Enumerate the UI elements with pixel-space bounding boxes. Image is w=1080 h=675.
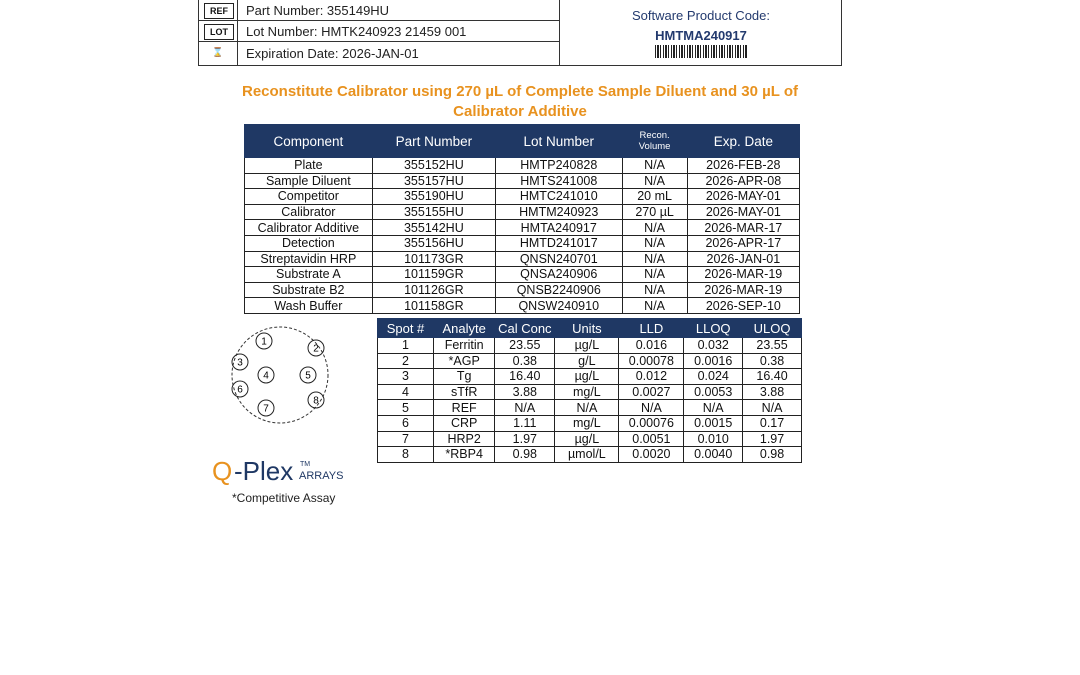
table-cell: 0.98 [743,447,802,463]
table-cell: 0.38 [743,353,802,369]
table-cell: 2026-SEP-10 [687,298,799,314]
table-cell: N/A [495,400,555,416]
table-cell: 2026-APR-17 [687,235,799,251]
table-cell: *AGP [434,353,495,369]
expiration-text: Expiration Date: 2026-JAN-01 [237,42,558,66]
col-exp-date: Exp. Date [687,125,799,158]
spot-label: 4 [263,370,269,382]
well-spot-diagram [220,325,340,425]
col-units: Units [555,319,619,338]
table-cell: 16.40 [743,369,802,385]
table-cell: µg/L [555,338,619,354]
col-lld: LLD [619,319,684,338]
table-cell: N/A [743,400,802,416]
table-cell: 2026-MAR-17 [687,220,799,236]
table-cell: N/A [622,251,687,267]
qplex-logo [212,456,372,488]
spot-row [378,369,802,385]
component-row [245,251,800,267]
table-cell: mg/L [555,415,619,431]
table-cell: REF [434,400,495,416]
component-row [245,267,800,283]
software-code-value: HMTMA240917 [655,28,747,43]
table-cell: 355157HU [372,173,495,189]
table-cell: 0.012 [619,369,684,385]
spot-label: 5 [305,370,311,382]
table-cell: 0.032 [684,338,743,354]
table-cell: 101173GR [372,251,495,267]
table-cell: 0.0027 [619,384,684,400]
col-component: Component [245,125,373,158]
table-cell: 5 [378,400,434,416]
table-cell: N/A [622,267,687,283]
table-cell: 23.55 [743,338,802,354]
lot-row [199,21,559,42]
table-cell: 1.97 [495,431,555,447]
col-spot: Spot # [378,319,434,338]
table-cell: 2026-APR-08 [687,173,799,189]
table-cell: HMTC241010 [495,189,622,205]
table-cell: 3.88 [495,384,555,400]
table-cell: Substrate A [245,267,373,283]
table-cell: 355142HU [372,220,495,236]
logo-q: Q [212,456,233,486]
reconstitution-instruction: Reconstitute Calibrator using 270 µL of Complete Sample Diluent and 30 µL of Calibrator Additive [242,83,798,120]
table-cell: Plate [245,158,373,174]
col-lot-number: Lot Number [495,125,622,158]
table-cell: HMTD241017 [495,235,622,251]
table-cell: Detection [245,235,373,251]
table-cell: 1.11 [495,415,555,431]
table-cell: Ferritin [434,338,495,354]
table-cell: 20 mL [622,189,687,205]
table-cell: N/A [622,173,687,189]
table-cell: N/A [619,400,684,416]
table-cell: 101159GR [372,267,495,283]
table-cell: 101126GR [372,282,495,298]
table-cell: *RBP4 [434,447,495,463]
component-row [245,220,800,236]
table-cell: 16.40 [495,369,555,385]
competitive-assay-footnote: *Competitive Assay [232,491,336,505]
table-cell: 2026-MAY-01 [687,204,799,220]
table-cell: 0.00076 [619,415,684,431]
table-cell: µg/L [555,369,619,385]
table-cell: 23.55 [495,338,555,354]
table-cell: QNSB2240906 [495,282,622,298]
table-cell: 0.024 [684,369,743,385]
hourglass-icon: ⌛ [212,47,224,57]
spot-label: 1 [261,336,267,348]
table-cell: 3 [378,369,434,385]
spot-label: 8 [313,395,319,407]
table-cell: 2026-JAN-01 [687,251,799,267]
table-cell: 0.0051 [619,431,684,447]
spot-label: 6 [237,384,243,396]
table-cell: Streptavidin HRP [245,251,373,267]
table-cell: mg/L [555,384,619,400]
col-uloq: ULOQ [743,319,802,338]
table-cell: sTfR [434,384,495,400]
spot-row [378,415,802,431]
spot-label: 2 [313,343,319,355]
table-cell: 6 [378,415,434,431]
table-cell: 2026-MAR-19 [687,282,799,298]
col-lloq: LLOQ [684,319,743,338]
table-cell: Calibrator [245,204,373,220]
spot-row [378,431,802,447]
software-code-box [559,0,841,66]
analyte-spots-table [377,318,802,463]
lot-symbol: LOT [204,24,234,40]
barcode [655,45,747,58]
ref-symbol: REF [204,3,234,19]
table-cell: N/A [622,158,687,174]
table-cell: QNSW240910 [495,298,622,314]
table-cell: 0.38 [495,353,555,369]
spot-row [378,353,802,369]
component-row [245,235,800,251]
table-cell: N/A [622,282,687,298]
table-cell: g/L [555,353,619,369]
well-outline [232,327,328,423]
spot-label: 3 [237,357,243,369]
component-row [245,173,800,189]
col-analyte: Analyte [434,319,495,338]
table-cell: Substrate B2 [245,282,373,298]
part-number-text: Part Number: 355149HU [237,0,558,21]
table-cell: HMTS241008 [495,173,622,189]
table-cell: N/A [684,400,743,416]
table-cell: 2026-MAY-01 [687,189,799,205]
table-cell: N/A [622,220,687,236]
component-row [245,204,800,220]
table-cell: 0.0020 [619,447,684,463]
table-cell: 0.0016 [684,353,743,369]
table-cell: Sample Diluent [245,173,373,189]
table-cell: HRP2 [434,431,495,447]
table-cell: 2026-MAR-19 [687,267,799,283]
table-cell: µg/L [555,431,619,447]
software-code-label: Software Product Code: [631,8,771,23]
col-part-number: Part Number [372,125,495,158]
component-row [245,158,800,174]
table-cell: 270 µL [622,204,687,220]
spot-label: 7 [263,403,269,415]
col-cal-conc: Cal Conc [495,319,555,338]
table-cell: 355190HU [372,189,495,205]
table-cell: 355156HU [372,235,495,251]
table-cell: Tg [434,369,495,385]
lot-number-text: Lot Number: HMTK240923 21459 001 [237,21,558,42]
components-header-row [245,125,800,158]
spot-row [378,447,802,463]
table-cell: HMTA240917 [495,220,622,236]
table-cell: 0.0040 [684,447,743,463]
spot-row [378,400,802,416]
col-recon-volume: Recon. Volume [622,125,687,158]
table-cell: 355155HU [372,204,495,220]
table-cell: 8 [378,447,434,463]
table-cell: 1.97 [743,431,802,447]
ref-row [199,0,559,21]
expiration-row [199,42,559,66]
table-cell: HMTM240923 [495,204,622,220]
table-cell: 2 [378,353,434,369]
component-row [245,298,800,314]
table-cell: N/A [622,298,687,314]
table-cell: Wash Buffer [245,298,373,314]
table-cell: 355152HU [372,158,495,174]
table-cell: µmol/L [555,447,619,463]
logo-tm: TM [300,461,311,468]
table-cell: QNSA240906 [495,267,622,283]
components-table [244,124,800,314]
table-cell: N/A [622,235,687,251]
table-cell: N/A [555,400,619,416]
table-cell: 7 [378,431,434,447]
logo-arrays: ARRAYS [299,470,344,482]
table-cell: 3.88 [743,384,802,400]
table-cell: 0.98 [495,447,555,463]
label-info [199,0,559,66]
component-row [245,282,800,298]
table-cell: 0.0053 [684,384,743,400]
logo-plex: -Plex [234,456,294,486]
table-cell: CRP [434,415,495,431]
table-cell: 0.016 [619,338,684,354]
table-cell: 4 [378,384,434,400]
table-cell: 2026-FEB-28 [687,158,799,174]
product-header-box [198,0,842,66]
table-cell: 1 [378,338,434,354]
component-row [245,189,800,205]
table-cell: Competitor [245,189,373,205]
table-cell: QNSN240701 [495,251,622,267]
table-cell: 0.00078 [619,353,684,369]
table-cell: 0.0015 [684,415,743,431]
spot-row [378,338,802,354]
spot-row [378,384,802,400]
table-cell: 0.17 [743,415,802,431]
spots-header-row [378,319,802,338]
table-cell: 101158GR [372,298,495,314]
table-cell: HMTP240828 [495,158,622,174]
table-cell: 0.010 [684,431,743,447]
table-cell: Calibrator Additive [245,220,373,236]
